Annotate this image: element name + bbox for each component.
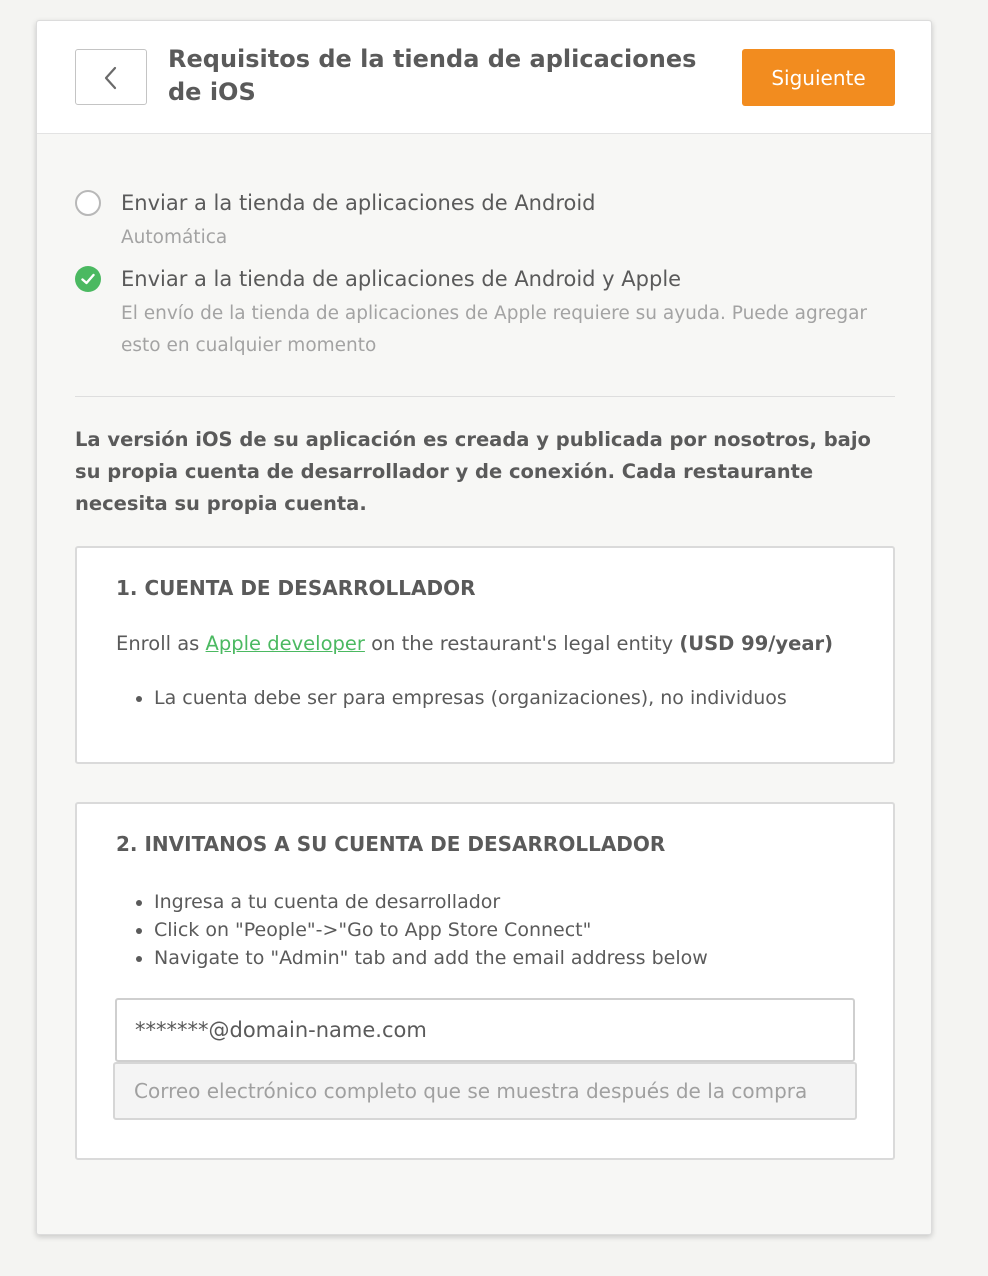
radio-unchecked-icon[interactable] bbox=[75, 190, 101, 216]
divider bbox=[75, 396, 895, 397]
chevron-left-icon bbox=[102, 66, 120, 90]
page-title: Requisitos de la tienda de aplicaciones de iOS bbox=[168, 45, 697, 106]
intro-text: La versión iOS de su aplicación es creada y publicada por nosotros, bajo su propia cuenta de desarrollador y de conexión. Cada restaurante necesita su propia cuenta. bbox=[75, 428, 871, 515]
option-android-label: Enviar a la tienda de aplicaciones de Android bbox=[121, 191, 596, 215]
enroll-prefix: Enroll as bbox=[116, 632, 206, 655]
option-android[interactable] bbox=[75, 188, 895, 250]
list-item: • Navigate to "Admin" tab and add the email address below bbox=[154, 944, 708, 972]
step1-bullet-list bbox=[116, 684, 787, 712]
enroll-suffix: on the restaurant's legal entity bbox=[364, 632, 680, 655]
step2-title: 2. INVITANOS A SU CUENTA DE DESARROLLADOR bbox=[116, 832, 666, 856]
card-header bbox=[37, 21, 931, 134]
step1-title: 1. CUENTA DE DESARROLLADOR bbox=[116, 576, 476, 600]
list-item: • Click on "People"->"Go to App Store Connect" bbox=[154, 916, 708, 944]
option-android-description: Automática bbox=[121, 227, 228, 248]
option-android-apple-label: Enviar a la tienda de aplicaciones de Android y Apple bbox=[121, 267, 682, 291]
step2-bullet-list bbox=[116, 888, 708, 972]
back-button[interactable] bbox=[75, 49, 147, 105]
option-android-apple[interactable] bbox=[75, 264, 895, 364]
list-item: • La cuenta debe ser para empresas (organizaciones), no individuos bbox=[154, 684, 787, 712]
next-button[interactable]: Siguiente bbox=[742, 49, 895, 106]
enroll-text bbox=[116, 632, 833, 655]
step1-box bbox=[75, 546, 895, 764]
list-item: • Ingresa a tu cuenta de desarrollador bbox=[154, 888, 708, 916]
option-android-apple-description: El envío de la tienda de aplicaciones de Apple requiere su ayuda. Puede agregar esto en cualquier momento bbox=[121, 303, 868, 356]
check-circle-icon[interactable] bbox=[75, 266, 101, 292]
email-note: Correo electrónico completo que se muestra después de la compra bbox=[113, 1062, 857, 1120]
step2-box bbox=[75, 802, 895, 1160]
email-input[interactable] bbox=[115, 998, 855, 1062]
enroll-price: (USD 99/year) bbox=[679, 632, 834, 655]
apple-developer-link[interactable]: Apple developer bbox=[205, 632, 365, 655]
requirements-card bbox=[36, 20, 932, 1235]
